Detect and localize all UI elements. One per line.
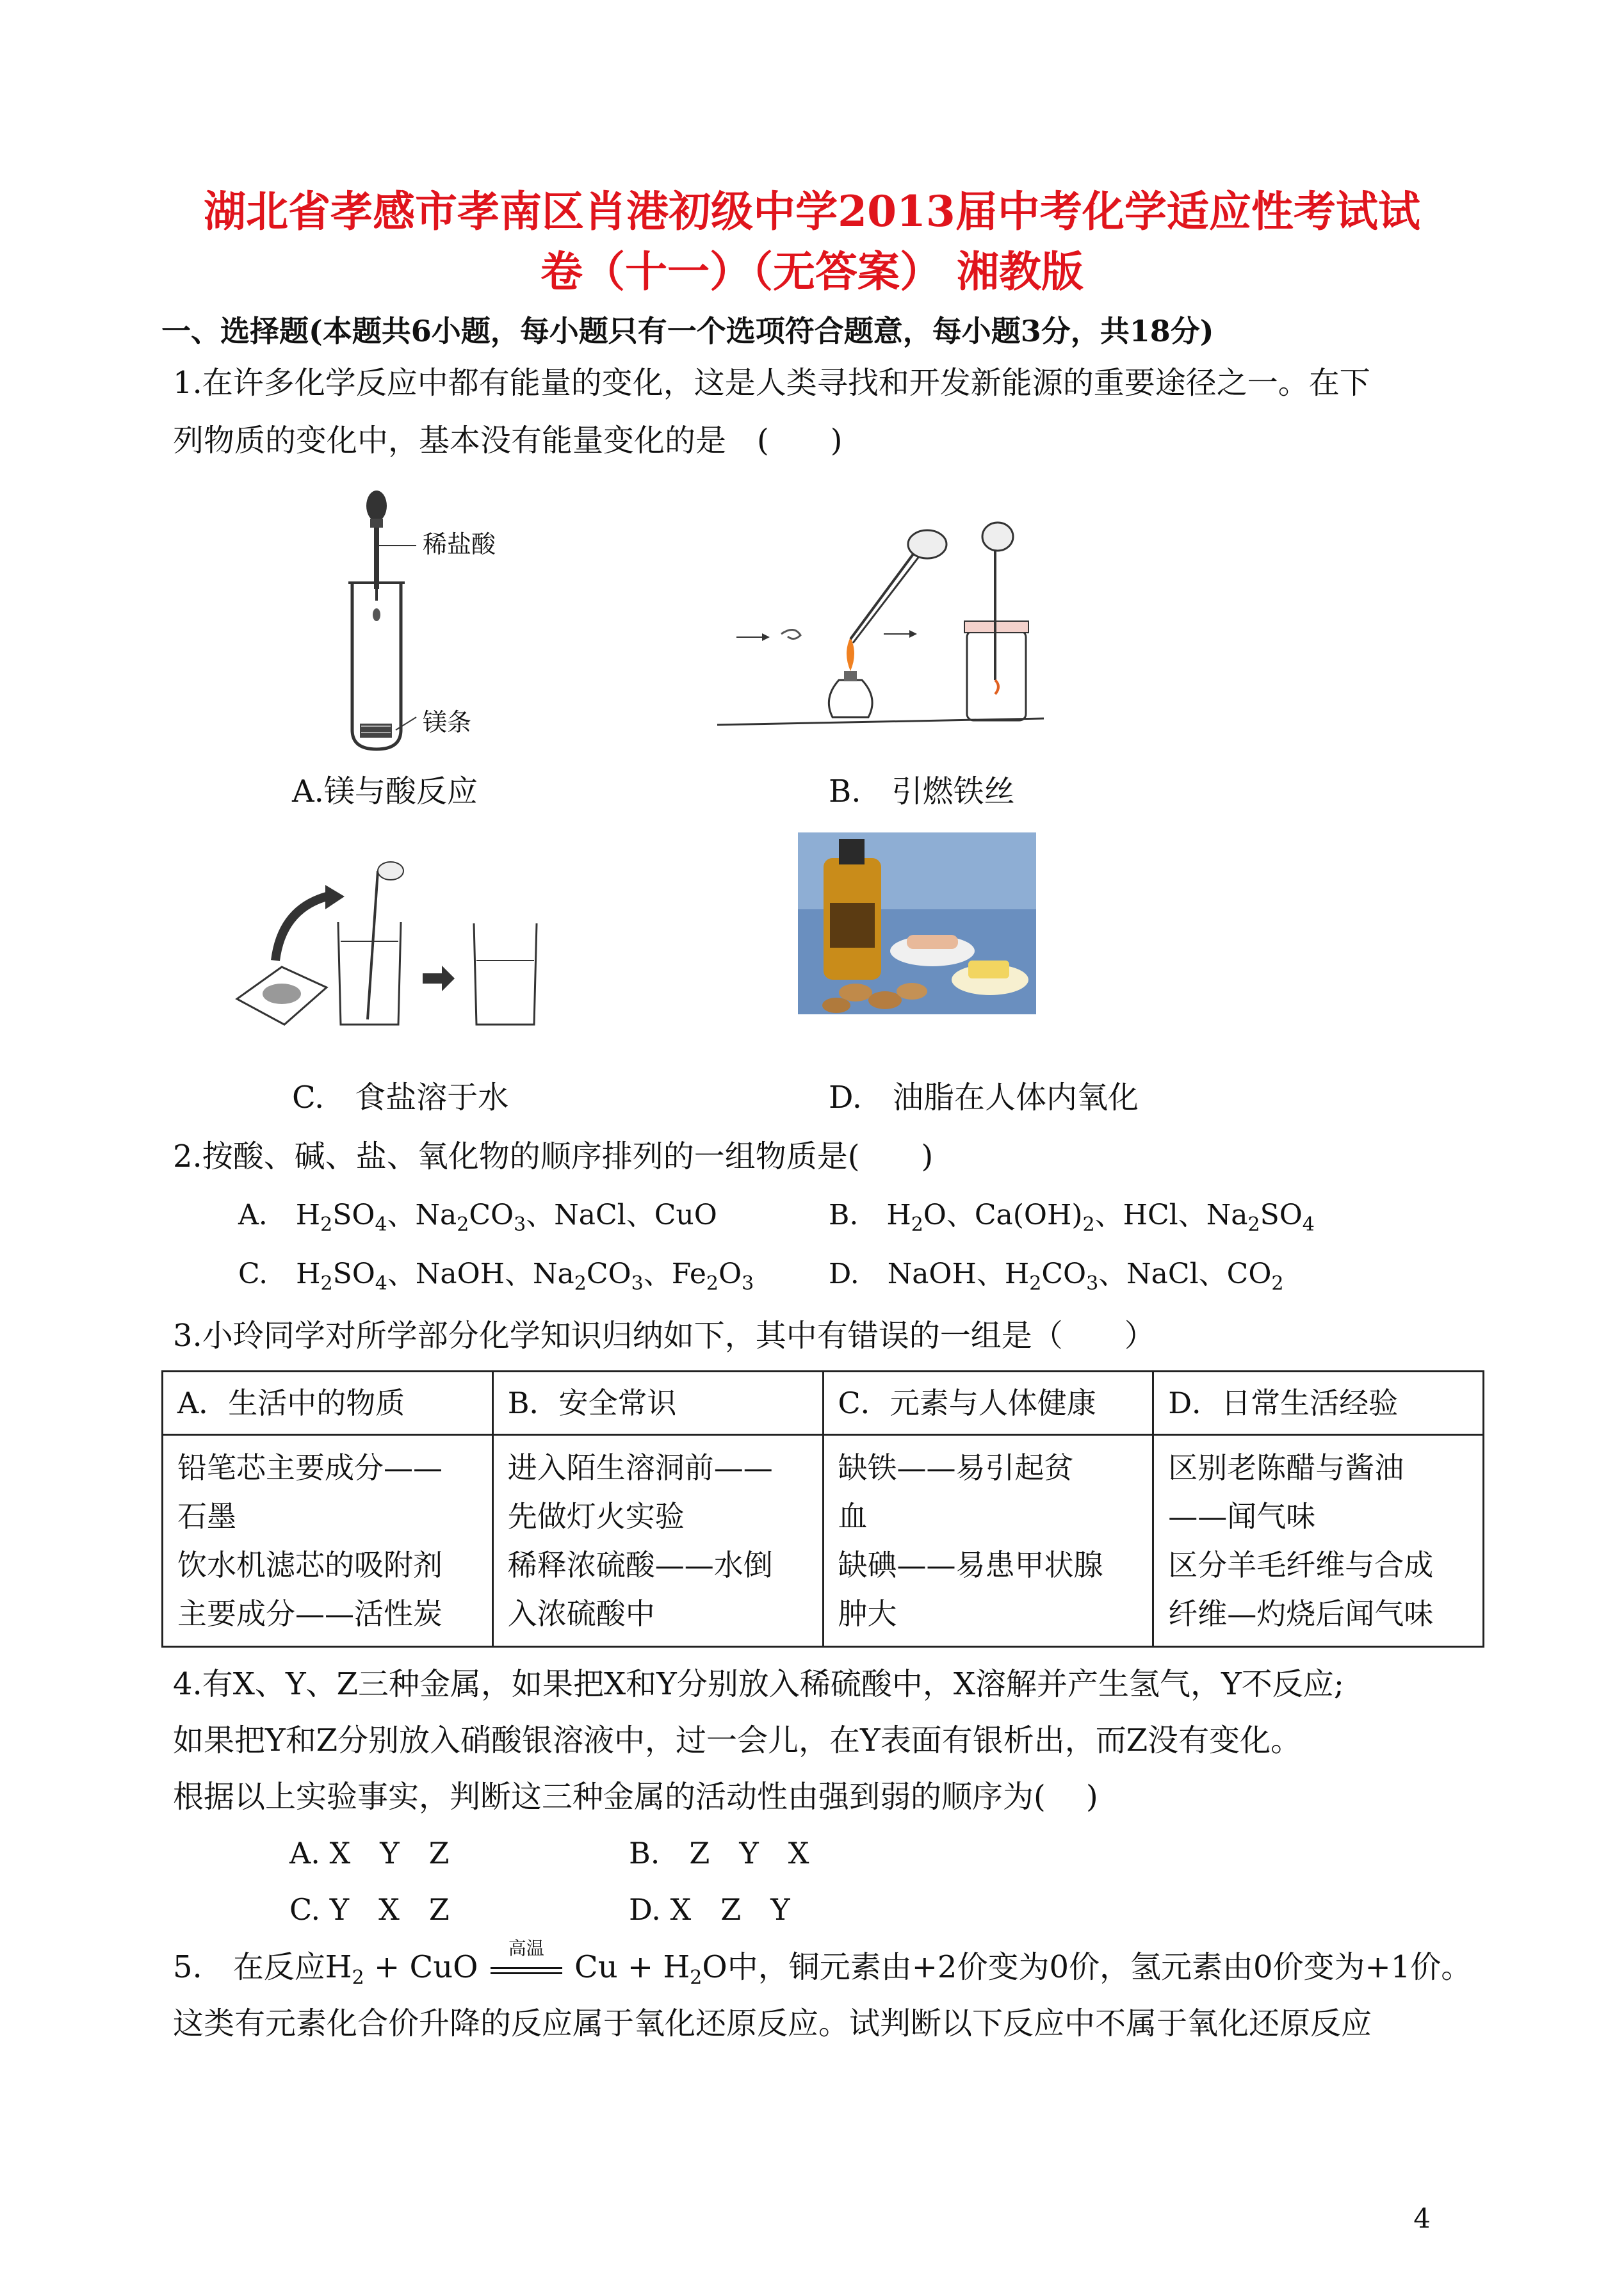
table-header-cell: C．元素与人体健康 [823,1372,1153,1435]
table-row [163,1435,1484,1647]
q2-stem: 2.按酸、碱、盐、氧化物的顺序排列的一组物质是( ) [173,1139,934,1174]
q4-stem-line-1: 4.有X、Y、Z三种金属，如果把X和Y分别放入稀硫酸中，X溶解并产生氢气，Y不反应; [173,1666,1344,1702]
q2-option-a: A. $H_2SO_4$、$Na_2CO_3$、NaCl、CuO [238,1199,717,1236]
q4-option-d: D. X Z Y [629,1892,790,1927]
figure-label-magnesium: 镁条 [423,708,472,736]
page-number: 4 [1413,2203,1431,2234]
table-cell-b: 进入陌生溶洞前—— 先做灯火实验 稀释浓硫酸——水倒 入浓硫酸中 [492,1435,823,1647]
q1-option-d: D. 油脂在人体内氧化 [829,1080,1139,1115]
q4-option-b: B. Z Y X [629,1836,809,1870]
figure-oils-fats-photo [798,832,1036,1014]
q4-option-a: A. X Y Z [289,1836,450,1870]
title-line-2: 卷（十一）（无答案） 湘教版 [540,247,1084,296]
q4-option-c: C. Y X Z [289,1892,450,1927]
table-cell-c: 缺铁——易引起贫 血 缺碘——易患甲状腺 肿大 [823,1435,1153,1647]
figure-iron-wire [711,506,1057,736]
q1-option-c: C. 食盐溶于水 [292,1080,509,1115]
table-header-row [163,1372,1484,1435]
table-cell-a: 铅笔芯主要成分—— 石墨 饮水机滤芯的吸附剂 主要成分——活性炭 [163,1435,493,1647]
q1-option-a: A.镁与酸反应 [292,774,478,809]
q3-stem: 3.小玲同学对所学部分化学知识归纳如下，其中有错误的一组是（ ） [173,1318,1155,1354]
q3-table [161,1370,1484,1648]
figure-label-hydrochloric-acid: 稀盐酸 [423,530,496,558]
q2-option-d: D. NaOH、$H_2CO_3$、NaCl、$CO_2$ [829,1258,1284,1295]
q1-stem-line-1: 1.在许多化学反应中都有能量的变化，这是人类寻找和开发新能源的重要途径之一。在下 [173,365,1370,401]
q4-stem-line-2: 如果把Y和Z分别放入硝酸银溶液中，过一会儿，在Y表面有银析出，而Z没有变化。 [173,1723,1302,1758]
q4-stem-line-3: 根据以上实验事实，判断这三种金属的活动性由强到弱的顺序为( ) [173,1779,1098,1815]
table-header-cell: A．生活中的物质 [163,1372,493,1435]
figure-salt-dissolving [231,852,564,1044]
q1-stem-line-2: 列物质的变化中，基本没有能量变化的是 ( ) [173,423,843,458]
title-line-1: 湖北省孝感市孝南区肖港初级中学2013届中考化学适应性考试试 [204,186,1420,236]
reaction-condition-arrow: 高温 [488,1948,565,1986]
q2-option-c: C. $H_2SO_4$、NaOH、$Na_2CO_3$、$Fe_2O_3$ [238,1258,754,1295]
section-heading: 一、选择题(本题共6小题，每小题只有一个选项符合题意，每小题3分，共18分) [161,314,1214,348]
table-header-cell: D．日常生活经验 [1153,1372,1484,1435]
table-cell-d: 区别老陈醋与酱油 ——闻气味 区分羊毛纤维与合成 纤维—灼烧后闻气味 [1153,1435,1484,1647]
q5-stem-line-2: 这类有元素化合价升降的反应属于氧化还原反应。试判断以下反应中不属于氧化还原反应 [173,2006,1372,2041]
q2-option-b: B. $H_2O$、$Ca(OH)_2$、HCl、$Na_2SO_4$ [829,1199,1315,1236]
q1-option-b: B. 引燃铁丝 [829,774,1015,809]
table-header-cell: B．安全常识 [492,1372,823,1435]
q5-stem-line-1: 5. 在反应$H_2$ + CuO 高温 $Cu + H_2O$中，铜元素由+2价变为0价，氢元素由0价变为+1价。 [173,1938,1472,1989]
